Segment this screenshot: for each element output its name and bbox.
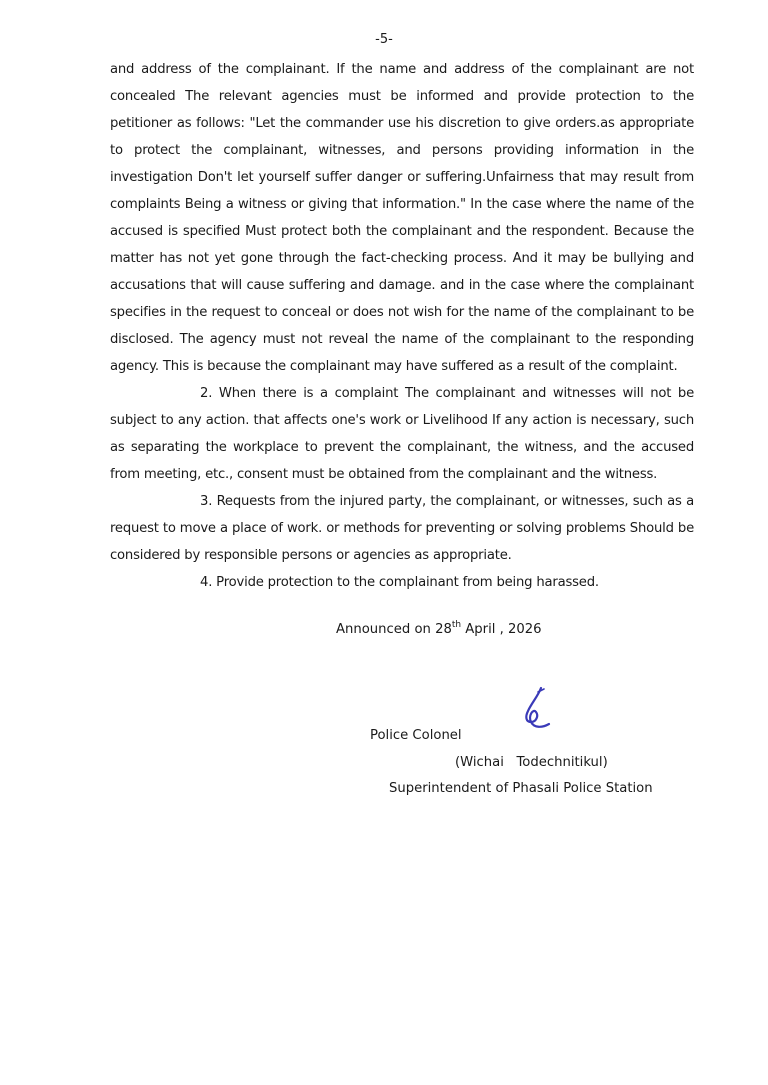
announcement-ordinal: th <box>451 620 462 630</box>
paragraph-item-4: 4. Provide protection to the complainant from being harassed. <box>200 575 599 590</box>
page-number: -5- <box>375 32 393 47</box>
paragraph-item-2: 2. When there is a complaint The complainant and witnesses will not be subject to any action. that affects one's work or Livelihood If any action is necessary, such as separating the workplace to prevent the complainant, the witness, and the accused from meeting, etc., consent must be obtained from the complainant and the witness. <box>110 386 694 482</box>
signatory-rank: Police Colonel <box>370 728 462 743</box>
announcement-date <box>336 622 542 637</box>
signatory-name: (Wichai Todechnitikul) <box>455 755 608 770</box>
announcement-prefix: Announced on 28 <box>336 622 452 637</box>
announcement-suffix: April , 2026 <box>461 622 542 637</box>
signatory-title: Superintendent of Phasali Police Station <box>389 781 653 796</box>
document-body <box>110 56 694 596</box>
handwritten-signature <box>518 686 558 736</box>
paragraph-item-3: 3. Requests from the injured party, the complainant, or witnesses, such as a request to move a place of work. or methods for preventing or solving problems Should be considered by responsible persons or agencies as appropriate. <box>110 494 694 563</box>
paragraph-continuation: and address of the complainant. If the name and address of the complainant are not concealed The relevant agencies must be informed and provide protection to the petitioner as follows: "Let the commander use his discretion to give orders.as appropriate to protect the complainant, witnesses, and persons providing information in the investigation Don't let yourself suffer danger or suffering.Unfairness that may result from complaints Being a witness or giving that information." In the case where the name of the accused is specified Must protect both the complainant and the respondent. Because the matter has not yet gone through the fact-checking process. And it may be bullying and accusations that will cause suffering and damage. and in the case where the complainant specifies in the request to conceal or does not wish for the name of the complainant to be disclosed. The agency must not reveal the name of the complainant to the responding agency. This is because the complainant may have suffered as a result of the complaint. <box>110 62 694 374</box>
